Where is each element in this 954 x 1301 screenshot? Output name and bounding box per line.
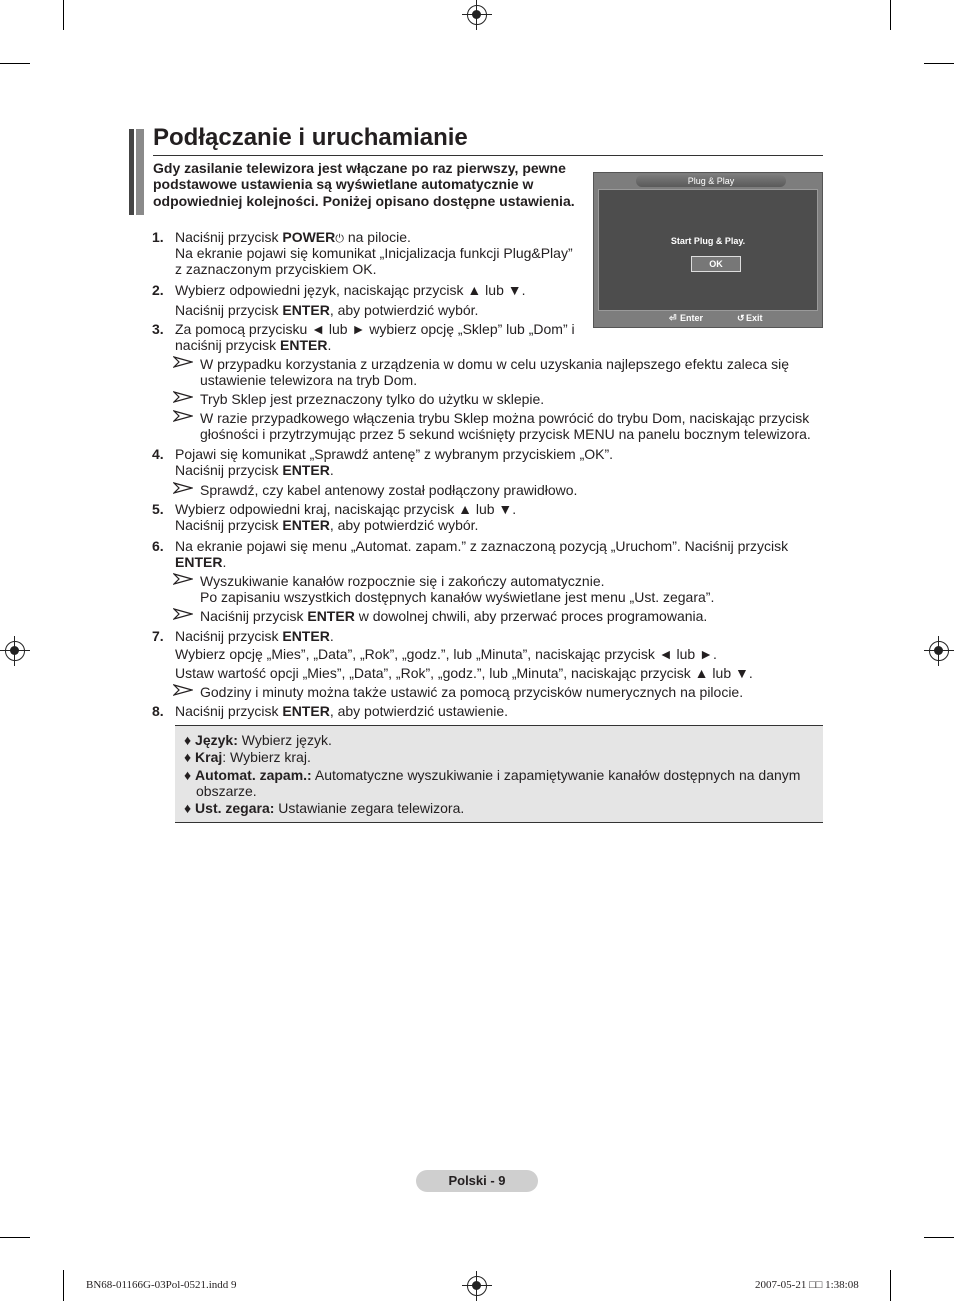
summary-desc: Ustawianie zegara telewizora. bbox=[274, 800, 465, 816]
step-text-part: . bbox=[327, 337, 332, 353]
step-text-part: Naciśnij przycisk bbox=[175, 703, 283, 719]
step-text: Na ekranie pojawi się menu „Automat. zapam.” z zaznaczoną pozycją „Uruchom”. Naciśnij przycisk bbox=[175, 538, 789, 554]
step-text-part: naciśnij przycisk bbox=[175, 337, 281, 353]
step-text-part: , aby potwierdzić ustawienie. bbox=[329, 703, 509, 719]
crop-mark bbox=[890, 0, 891, 30]
intro-text: Gdy zasilanie telewizora jest włączane po raz pierwszy, pewne podstawowe ustawienia są wyświetlane automatycznie w odpowiedniej kolejności. Poniżej opisano dostępne ustawienia. bbox=[153, 160, 575, 209]
step-text-part: . bbox=[222, 554, 227, 570]
bullet-icon: ♦ bbox=[184, 800, 192, 816]
crop-mark bbox=[63, 0, 64, 30]
step-text-part: Naciśnij przycisk bbox=[175, 517, 283, 533]
step-text bbox=[175, 703, 508, 719]
bullet-icon: ♦ bbox=[184, 732, 192, 748]
note-arrow-icon bbox=[173, 410, 193, 422]
note-arrow-icon bbox=[173, 684, 193, 696]
button-name: ENTER bbox=[282, 517, 330, 533]
note-text: Po zapisaniu wszystkich dostępnych kanałów wyświetlane jest menu „Ust. zegara”. bbox=[200, 589, 715, 605]
step-text bbox=[175, 628, 334, 644]
tv-footer bbox=[594, 313, 822, 325]
step-text: Za pomocą przycisku ◄ lub ► wybierz opcję „Sklep” lub „Dom” i bbox=[175, 321, 575, 337]
note-text: Sprawdź, czy kabel antenowy został podłączony prawidłowo. bbox=[200, 482, 578, 498]
crop-mark bbox=[924, 63, 954, 64]
note-arrow-icon bbox=[173, 573, 193, 585]
title-divider bbox=[153, 155, 823, 156]
tv-screen-illustration bbox=[593, 172, 823, 328]
registration-mark-icon bbox=[467, 5, 487, 25]
step-number: 8. bbox=[152, 703, 164, 719]
summary-term: Język: bbox=[195, 732, 238, 748]
step-text: Wybierz odpowiedni język, naciskając przycisk ▲ lub ▼. bbox=[175, 282, 526, 298]
note-arrow-icon bbox=[173, 356, 193, 368]
tv-enter-label: Enter bbox=[680, 313, 704, 323]
button-name: ENTER bbox=[307, 608, 355, 624]
power-icon: ⏻ bbox=[335, 233, 344, 245]
summary-desc: : Wybierz kraj. bbox=[222, 749, 311, 765]
step-text-part: , aby potwierdzić wybór. bbox=[329, 302, 479, 318]
button-name: ENTER bbox=[282, 703, 330, 719]
note-text bbox=[200, 608, 707, 624]
step-text-part: na pilocie. bbox=[343, 229, 411, 245]
enter-icon: ⏎ bbox=[669, 313, 677, 323]
crop-mark bbox=[63, 1270, 64, 1301]
button-name: ENTER bbox=[282, 302, 330, 318]
registration-mark-icon bbox=[467, 1276, 487, 1296]
registration-mark-icon bbox=[929, 641, 949, 661]
note-text-part: Naciśnij przycisk bbox=[200, 608, 308, 624]
tv-ok-button: OK bbox=[691, 256, 741, 272]
crop-mark bbox=[0, 1237, 30, 1238]
print-slug-left: BN68-01166G-03Pol-0521.indd 9 bbox=[86, 1279, 237, 1291]
step-text-part: Naciśnij przycisk bbox=[175, 628, 283, 644]
summary-desc: Automatyczne wyszukiwanie i zapamiętywanie kanałów dostępnych na danym bbox=[311, 767, 801, 783]
tv-exit-label: Exit bbox=[746, 313, 763, 323]
step-text-part: . bbox=[329, 462, 334, 478]
crop-mark bbox=[890, 1270, 891, 1301]
note-text-part: w dowolnej chwili, aby przerwać proces programowania. bbox=[354, 608, 708, 624]
step-text-part: Naciśnij przycisk bbox=[175, 229, 283, 245]
summary-box bbox=[175, 725, 823, 823]
note-text: głośności i przytrzymując przez 5 sekund wciśnięty przycisk MENU na panelu bocznym telewizora. bbox=[200, 426, 811, 442]
summary-item bbox=[184, 749, 311, 765]
step-text-part: Naciśnij przycisk bbox=[175, 462, 283, 478]
summary-item-continued: obszarze. bbox=[196, 783, 257, 799]
summary-item bbox=[184, 800, 464, 816]
button-name: ENTER bbox=[280, 337, 328, 353]
step-text: Na ekranie pojawi się komunikat „Inicjalizacja funkcji Plug&Play” bbox=[175, 245, 573, 261]
tv-message: Start Plug & Play. bbox=[670, 236, 746, 246]
summary-item bbox=[184, 767, 800, 783]
step-number: 7. bbox=[152, 628, 164, 644]
bullet-icon: ♦ bbox=[184, 749, 192, 765]
step-text bbox=[175, 337, 331, 353]
step-text: Ustaw wartość opcji „Mies”, „Data”, „Rok”, „godz.”, lub „Minuta”, naciskając przycisk ▲ lub ▼. bbox=[175, 665, 753, 681]
step-text bbox=[175, 517, 478, 533]
note-text: W przypadku korzystania z urządzenia w domu w celu uzyskania najlepszego efektu zaleca się bbox=[200, 356, 790, 372]
note-text: Wyszukiwanie kanałów rozpocznie się i zakończy automatycznie. bbox=[200, 573, 605, 589]
button-name: ENTER bbox=[282, 462, 330, 478]
note-arrow-icon bbox=[173, 391, 193, 403]
step-text: z zaznaczonym przyciskiem OK. bbox=[175, 261, 377, 277]
crop-mark bbox=[924, 1237, 954, 1238]
step-number: 3. bbox=[152, 321, 164, 337]
step-text-part: Naciśnij przycisk bbox=[175, 302, 283, 318]
summary-term: Automat. zapam.: bbox=[195, 767, 312, 783]
note-arrow-icon bbox=[173, 482, 193, 494]
button-name: ENTER bbox=[175, 554, 223, 570]
step-text: Pojawi się komunikat „Sprawdź antenę” z wybranym przyciskiem „OK”. bbox=[175, 446, 614, 462]
summary-item bbox=[184, 732, 332, 748]
step-number: 2. bbox=[152, 282, 164, 298]
button-name: ENTER bbox=[282, 628, 330, 644]
return-icon: ↺ bbox=[737, 313, 745, 323]
note-text: Tryb Sklep jest przeznaczony tylko do użytku w sklepie. bbox=[200, 391, 545, 407]
page-title: Podłączanie i uruchamianie bbox=[153, 124, 468, 151]
step-text-part: . bbox=[329, 628, 334, 644]
title-accent-bar bbox=[129, 129, 144, 215]
bullet-icon: ♦ bbox=[184, 767, 192, 783]
step-text-part: , aby potwierdzić wybór. bbox=[329, 517, 479, 533]
step-text bbox=[175, 462, 334, 478]
step-text: Wybierz opcję „Mies”, „Data”, „Rok”, „godz.”, lub „Minuta”, naciskając przycisk ◄ lub ►. bbox=[175, 646, 717, 662]
step-text: Wybierz odpowiedni kraj, naciskając przycisk ▲ lub ▼. bbox=[175, 501, 517, 517]
registration-mark-icon bbox=[5, 641, 25, 661]
summary-term: Kraj bbox=[195, 749, 223, 765]
summary-term: Ust. zegara: bbox=[195, 800, 275, 816]
step-number: 6. bbox=[152, 538, 164, 554]
print-slug-right: 2007-05-21 □□ 1:38:08 bbox=[755, 1279, 859, 1291]
summary-desc: Wybierz język. bbox=[237, 732, 332, 748]
step-text bbox=[175, 302, 478, 318]
tv-menu-title: Plug & Play bbox=[636, 175, 786, 187]
tv-dialog bbox=[598, 189, 818, 311]
note-text: Godziny i minuty można także ustawić za pomocą przycisków numerycznych na pilocie. bbox=[200, 684, 744, 700]
step-text bbox=[175, 554, 226, 570]
step-number: 4. bbox=[152, 446, 164, 462]
step-number: 5. bbox=[152, 501, 164, 517]
page-number: Polski - 9 bbox=[416, 1170, 538, 1192]
note-text: ustawienie telewizora na tryb Dom. bbox=[200, 372, 418, 388]
step-number: 1. bbox=[152, 229, 164, 245]
button-name: POWER bbox=[282, 229, 336, 245]
note-arrow-icon bbox=[173, 608, 193, 620]
note-text: W razie przypadkowego włączenia trybu Sklep można powrócić do trybu Dom, naciskając przycisk bbox=[200, 410, 810, 426]
crop-mark bbox=[0, 63, 30, 64]
